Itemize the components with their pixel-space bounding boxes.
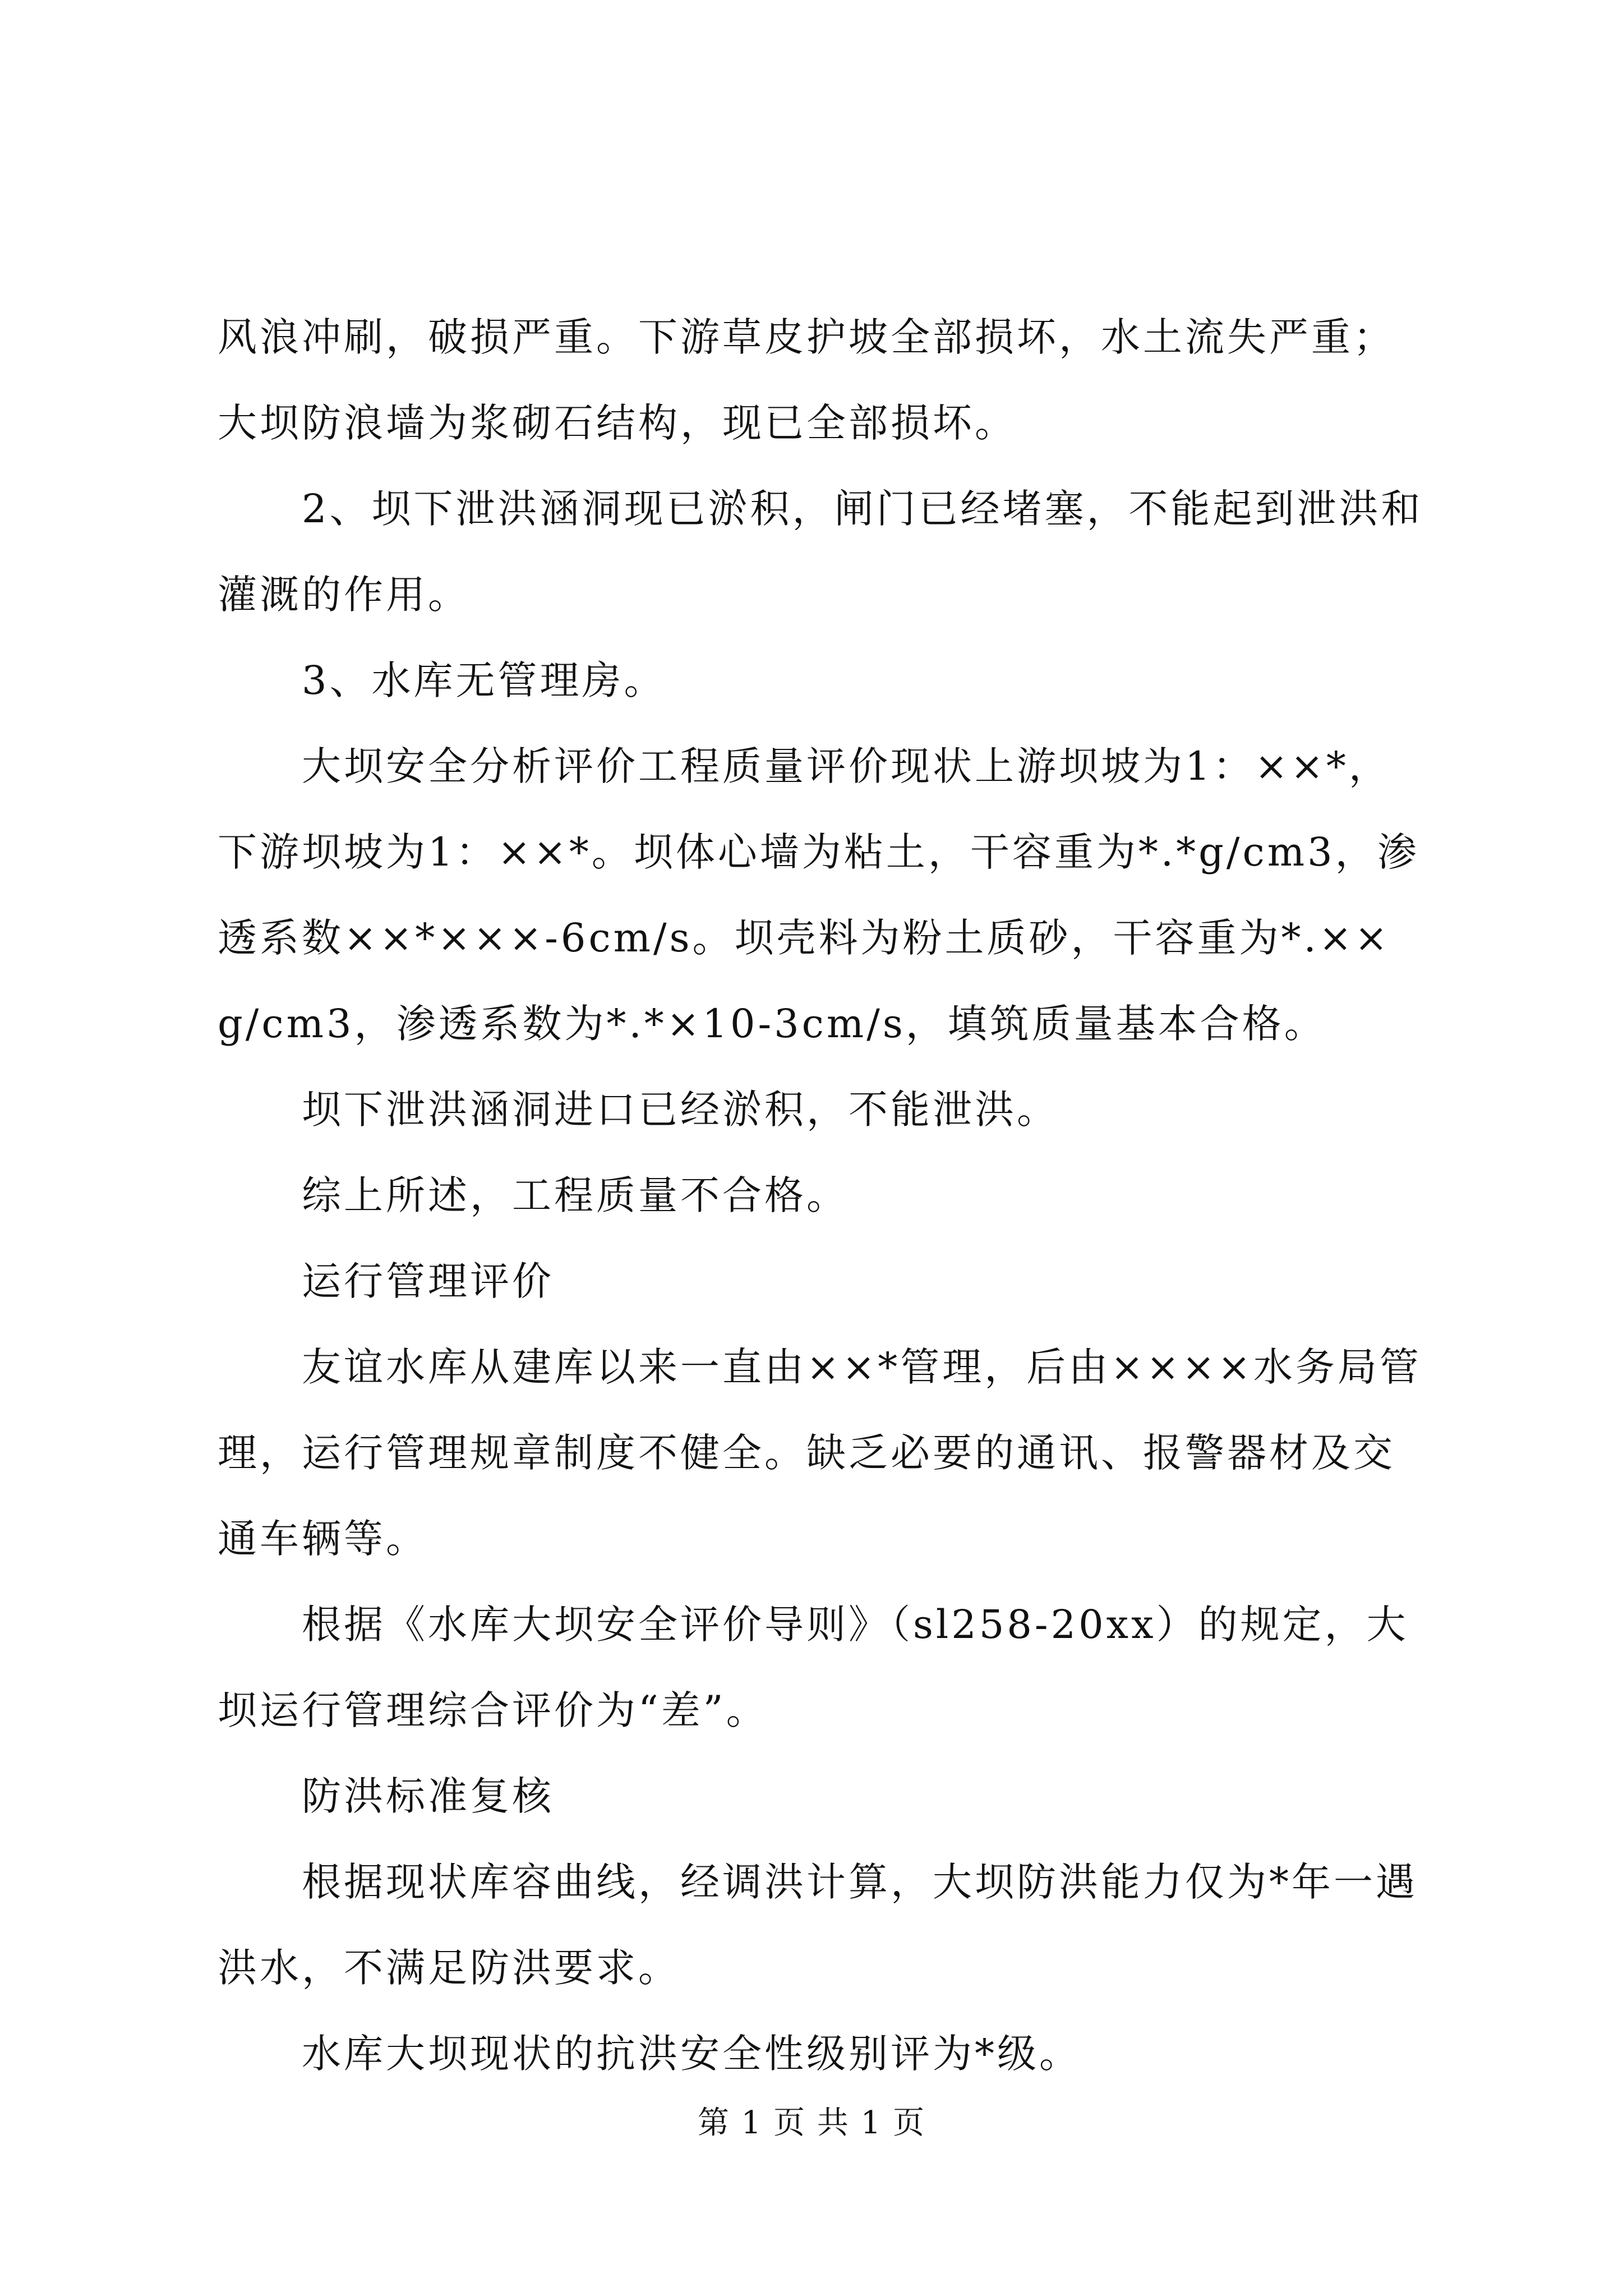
paragraph-management-history: 友谊水库从建库以来一直由××*管理，后由××××水务局管理，运行管理规章制度不健全。缺乏必要的通讯、报警器材及交通车辆等。 [218, 1344, 1422, 1562]
heading-operation-management: 运行管理评价 [302, 1258, 554, 1304]
page-footer: 第 1 页 共 1 页 [697, 2105, 926, 2141]
paragraph-item-3: 3、水库无管理房。 [302, 657, 666, 703]
paragraph-quality-assessment: 大坝安全分析评价工程质量评价现状上游坝坡为1：××*，下游坝坡为1：××*。坝体心墙为粘土，干容重为*.*g/cm3，渗透系数××*×××-6cm/s。坝壳料为粉土质砂，干容重为*.××g/cm3，渗透系数为*.*×10-3cm/s，填筑质量基本合格。 [218, 743, 1419, 1047]
heading-flood-standard-review: 防洪标准复核 [302, 1773, 554, 1819]
document-body [218, 295, 1429, 2097]
paragraph-continuation: 风浪冲刷，破损严重。下游草皮护坡全部损坏，水土流失严重；大坝防浪墙为浆砌石结构，现已全部损坏。 [218, 314, 1395, 446]
paragraph-flood-safety-level: 水库大坝现状的抗洪安全性级别评为*级。 [302, 2031, 1081, 2077]
paragraph-quality-conclusion: 综上所述，工程质量不合格。 [302, 1172, 849, 1218]
paragraph-flood-capacity: 根据现状库容曲线，经调洪计算，大坝防洪能力仅为*年一遇洪水，不满足防洪要求。 [218, 1859, 1418, 1991]
paragraph-management-rating: 根据《水库大坝安全评价导则》（sl258-20xx）的规定，大坝运行管理综合评价为“差”。 [218, 1602, 1409, 1733]
paragraph-item-2: 2、坝下泄洪涵洞现已淤积，闸门已经堵塞，不能起到泄洪和灌溉的作用。 [218, 486, 1423, 618]
paragraph-culvert: 坝下泄洪涵洞进口已经淤积，不能泄洪。 [302, 1087, 1059, 1133]
